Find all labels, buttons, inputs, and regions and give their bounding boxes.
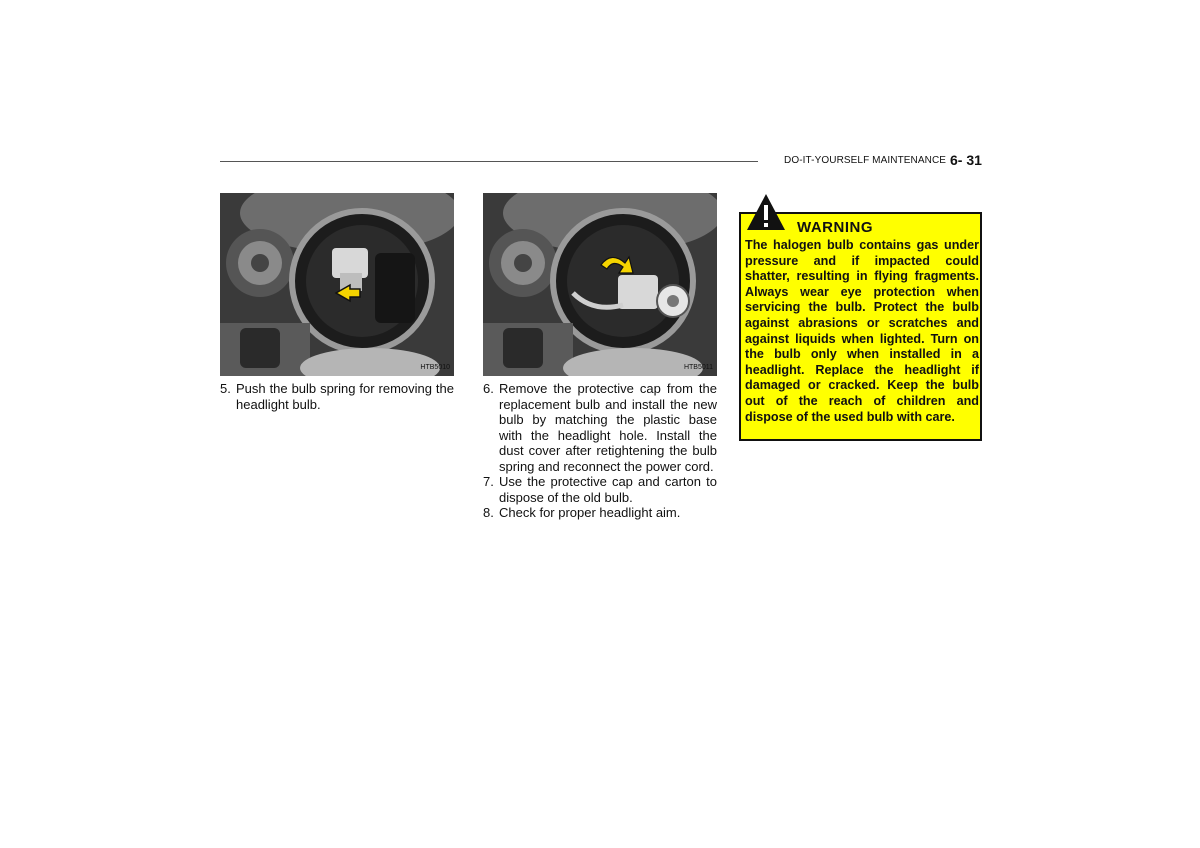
step-number: 6. xyxy=(483,381,494,396)
step-number: 5. xyxy=(220,381,231,396)
section-title: DO-IT-YOURSELF MAINTENANCE xyxy=(784,155,947,166)
step-text: Remove the protective cap from the replacement bulb and install the new bulb by matching the plastic base with the headlight hole. Install the dust cover after retightening the bulb spring and reconnect the power cord. xyxy=(499,381,717,474)
steps-middle xyxy=(483,381,717,521)
headlight-photo-illustration xyxy=(220,193,454,376)
figure-code: HTB5010 xyxy=(420,364,450,371)
page-number: 6- 31 xyxy=(950,152,982,168)
figure-bulb-spring-photo xyxy=(220,193,454,376)
list-item xyxy=(483,381,717,474)
step-number: 7. xyxy=(483,474,494,489)
figure-install-bulb-photo xyxy=(483,193,717,376)
list-item xyxy=(220,381,454,412)
warning-title: WARNING xyxy=(797,219,873,236)
header-rule xyxy=(220,161,758,162)
headlight-photo-illustration xyxy=(483,193,717,376)
step-text: Use the protective cap and carton to dispose of the old bulb. xyxy=(499,474,717,505)
step-text: Push the bulb spring for removing the headlight bulb. xyxy=(236,381,454,412)
warning-triangle-icon xyxy=(745,192,787,232)
step-text: Check for proper headlight aim. xyxy=(499,505,681,520)
list-item xyxy=(483,505,717,521)
step-number: 8. xyxy=(483,505,494,520)
figure-code: HTB5011 xyxy=(683,364,713,371)
steps-left xyxy=(220,381,454,412)
warning-text: The halogen bulb contains gas under pressure and if impacted could shatter, resulting in flying fragments. Always wear eye protection when servicing the bulb. Protect the bulb against abrasions or scratches and against liquids when lighted. Turn on the bulb only when installed in a headlight. Replace the headlight if damaged or cracked. Keep the bulb out of the reach of children and dispose of the used bulb with care. xyxy=(745,238,979,424)
list-item xyxy=(483,474,717,505)
